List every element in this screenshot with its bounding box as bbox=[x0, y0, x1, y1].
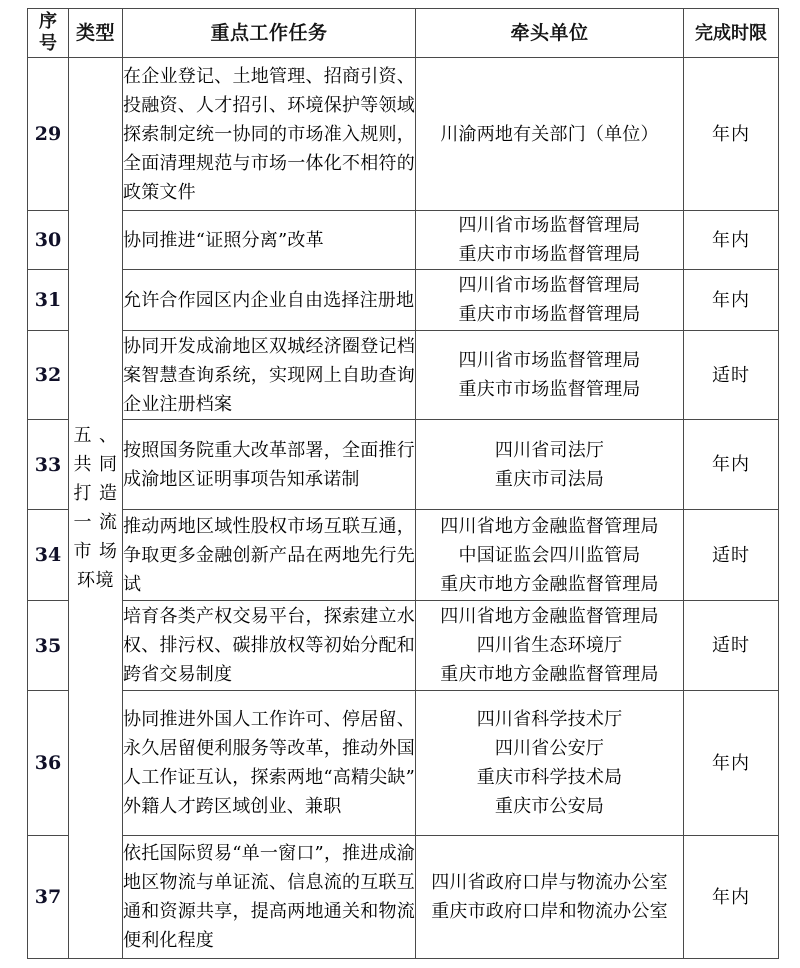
cell-deadline: 适时 bbox=[684, 510, 779, 601]
cell-seq: 33 bbox=[28, 420, 69, 510]
unit-line: 中国证监会四川监管局 bbox=[458, 544, 641, 566]
column-header-seq bbox=[28, 9, 69, 58]
unit-line: 四川省公安厅 bbox=[494, 738, 605, 759]
cell-deadline: 年内 bbox=[684, 211, 779, 270]
unit-line: 重庆市地方金融监督管理局 bbox=[440, 664, 659, 685]
unit-line: 四川省市场监督管理局 bbox=[458, 275, 641, 296]
unit-line: 重庆市市场监督管理局 bbox=[458, 379, 641, 400]
cell-task: 协同推进外国人工作许可、停居留、永久居留便利服务等改革，推动外国人工作证互认，探索两地“高精尖缺”外籍人才跨区域创业、兼职 bbox=[123, 691, 416, 836]
table-row bbox=[28, 601, 779, 691]
column-header-deadline: 完成时限 bbox=[684, 9, 779, 58]
task-table bbox=[27, 8, 779, 959]
cell-task: 按照国务院重大改革部署，全面推行成渝地区证明事项告知承诺制 bbox=[123, 420, 416, 510]
unit-line: 四川省科学技术厅 bbox=[476, 709, 623, 730]
table-row bbox=[28, 510, 779, 601]
cell-seq: 36 bbox=[28, 691, 69, 836]
cell-unit bbox=[416, 420, 684, 510]
unit-line: 重庆市市场监督管理局 bbox=[458, 244, 641, 265]
cell-deadline: 适时 bbox=[684, 331, 779, 420]
cell-task: 培育各类产权交易平台，探索建立水权、排污权、碳排放权等初始分配和跨省交易制度 bbox=[123, 601, 416, 691]
cell-deadline: 年内 bbox=[684, 58, 779, 211]
header-row bbox=[28, 9, 779, 58]
table-row bbox=[28, 420, 779, 510]
cell-deadline: 年内 bbox=[684, 420, 779, 510]
cell-unit bbox=[416, 510, 684, 601]
column-header-unit: 牵头单位 bbox=[416, 9, 684, 58]
cell-task: 推动两地区域性股权市场互联互通，争取更多金融创新产品在两地先行先试 bbox=[123, 510, 416, 601]
table-row bbox=[28, 691, 779, 836]
unit-line: 四川省生态环境厅 bbox=[476, 635, 623, 656]
cell-seq: 35 bbox=[28, 601, 69, 691]
cell-unit bbox=[416, 691, 684, 836]
cell-deadline: 年内 bbox=[684, 691, 779, 836]
cell-unit bbox=[416, 601, 684, 691]
table-row bbox=[28, 836, 779, 959]
unit-line: 四川省地方金融监督管理局 bbox=[440, 515, 659, 537]
cell-deadline: 年内 bbox=[684, 270, 779, 331]
category-text: 五、共同打造一流市场环境 bbox=[73, 425, 118, 591]
unit-line: 重庆市科学技术局 bbox=[476, 767, 623, 788]
cell-seq: 34 bbox=[28, 510, 69, 601]
table-row bbox=[28, 58, 779, 211]
unit-line: 四川省司法厅 bbox=[494, 439, 605, 461]
cell-unit bbox=[416, 331, 684, 420]
cell-task: 在企业登记、土地管理、招商引资、投融资、人才招引、环境保护等领域探索制定统一协同的市场准入规则，全面清理规范与市场一体化不相符的政策文件 bbox=[123, 58, 416, 211]
cell-seq: 31 bbox=[28, 270, 69, 331]
table-row bbox=[28, 270, 779, 331]
column-header-seq-line2: 号 bbox=[39, 33, 57, 54]
cell-deadline: 适时 bbox=[684, 601, 779, 691]
unit-line: 重庆市公安局 bbox=[494, 796, 605, 817]
cell-task: 依托国际贸易“单一窗口”，推进成渝地区物流与单证流、信息流的互联互通和资源共享，提高两地通关和物流便利化程度 bbox=[123, 836, 416, 959]
table-header bbox=[28, 9, 779, 58]
cell-unit bbox=[416, 58, 684, 211]
unit-line: 川渝两地有关部门（单位） bbox=[440, 123, 659, 145]
table-body bbox=[28, 58, 779, 959]
cell-unit bbox=[416, 270, 684, 331]
cell-unit bbox=[416, 836, 684, 959]
cell-seq: 32 bbox=[28, 331, 69, 420]
column-header-type: 类型 bbox=[69, 9, 123, 58]
column-header-seq-line1: 序 bbox=[39, 11, 57, 32]
cell-seq: 29 bbox=[28, 58, 69, 211]
unit-line: 重庆市地方金融监督管理局 bbox=[440, 573, 659, 595]
cell-task: 允许合作园区内企业自由选择注册地 bbox=[123, 270, 416, 331]
cell-seq: 37 bbox=[28, 836, 69, 959]
unit-line: 重庆市市场监督管理局 bbox=[458, 304, 641, 325]
cell-unit bbox=[416, 211, 684, 270]
unit-line: 四川省地方金融监督管理局 bbox=[440, 606, 659, 627]
unit-line: 四川省市场监督管理局 bbox=[458, 350, 641, 371]
cell-seq: 30 bbox=[28, 211, 69, 270]
unit-line: 四川省市场监督管理局 bbox=[458, 215, 641, 236]
cell-task: 协同开发成渝地区双城经济圈登记档案智慧查询系统，实现网上自助查询企业注册档案 bbox=[123, 331, 416, 420]
cell-category bbox=[69, 58, 123, 959]
unit-line: 四川省政府口岸与物流办公室 bbox=[431, 872, 668, 893]
table-row bbox=[28, 331, 779, 420]
unit-line: 重庆市司法局 bbox=[494, 468, 605, 490]
cell-deadline: 年内 bbox=[684, 836, 779, 959]
cell-task: 协同推进“证照分离”改革 bbox=[123, 211, 416, 270]
table-row bbox=[28, 211, 779, 270]
unit-line: 重庆市政府口岸和物流办公室 bbox=[431, 901, 668, 922]
column-header-task: 重点工作任务 bbox=[123, 9, 416, 58]
